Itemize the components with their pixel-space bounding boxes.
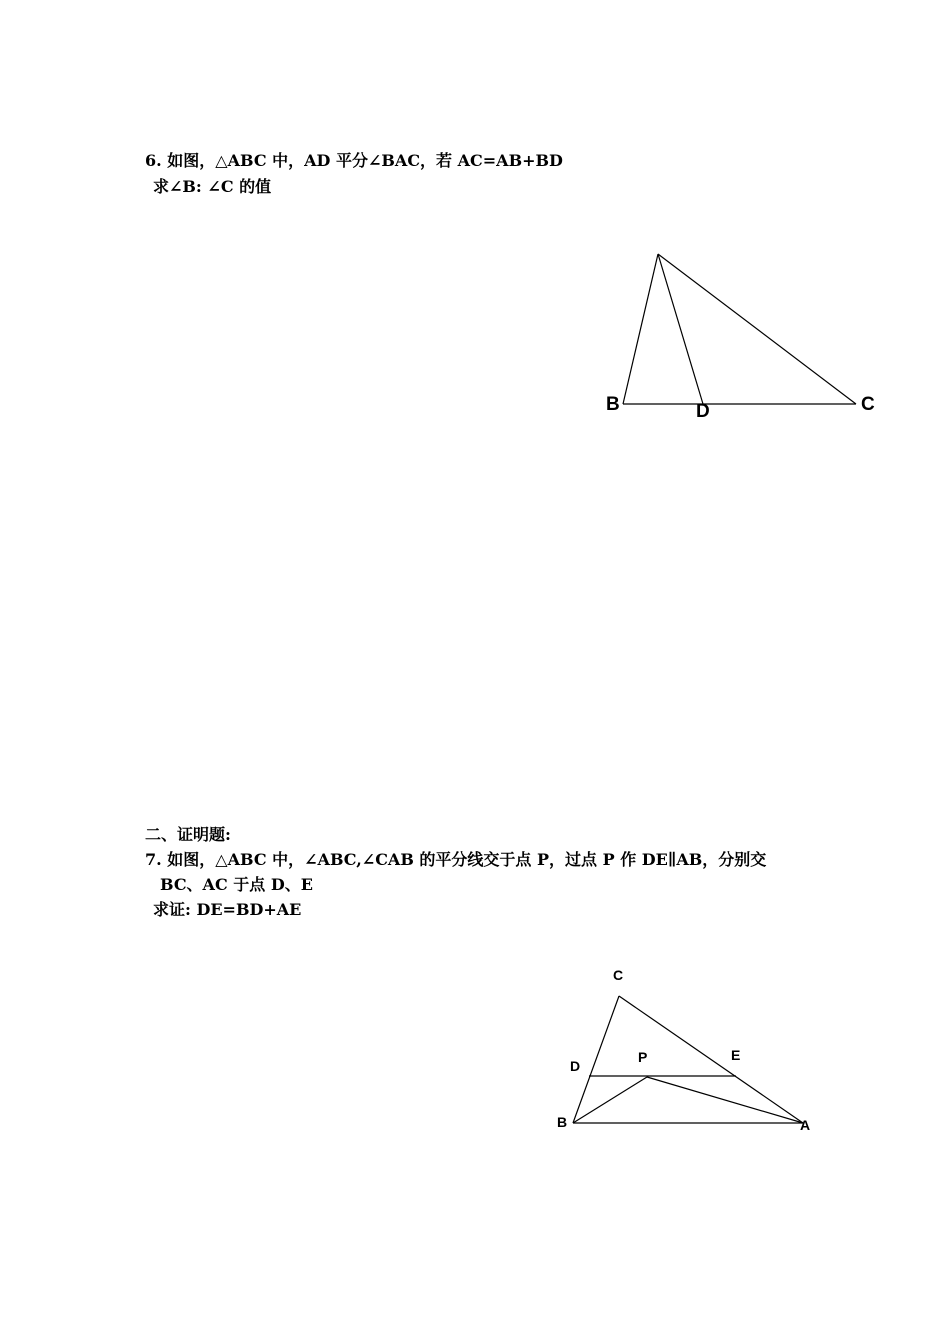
label-D: D bbox=[570, 1058, 581, 1074]
problem7-prove: 求证: DE=BD+AE bbox=[153, 900, 302, 919]
label-C: C bbox=[861, 394, 875, 415]
problem6-statement: 6. 如图，△ABC 中，AD 平分∠BAC，若 AC=AB+BD bbox=[145, 151, 563, 170]
problem6-question: 求∠B: ∠C 的值 bbox=[153, 177, 272, 196]
problem7-statement-cont: BC、AC 于点 D、E bbox=[160, 875, 313, 894]
label-B: B bbox=[606, 394, 620, 415]
section-title: 二、证明题: bbox=[145, 825, 231, 844]
segment-BP bbox=[573, 1077, 647, 1123]
label-A: A bbox=[800, 1117, 811, 1133]
label-B: B bbox=[557, 1114, 568, 1130]
segment-PA bbox=[647, 1077, 803, 1123]
label-E: E bbox=[731, 1047, 741, 1063]
label-D: D bbox=[696, 401, 710, 422]
label-P: P bbox=[638, 1049, 648, 1065]
label-C: C bbox=[613, 967, 624, 983]
problem7-statement: 7. 如图，△ABC 中，∠ABC,∠CAB 的平分线交于点 P，过点 P 作 DE∥AB，分别交 bbox=[145, 850, 767, 869]
